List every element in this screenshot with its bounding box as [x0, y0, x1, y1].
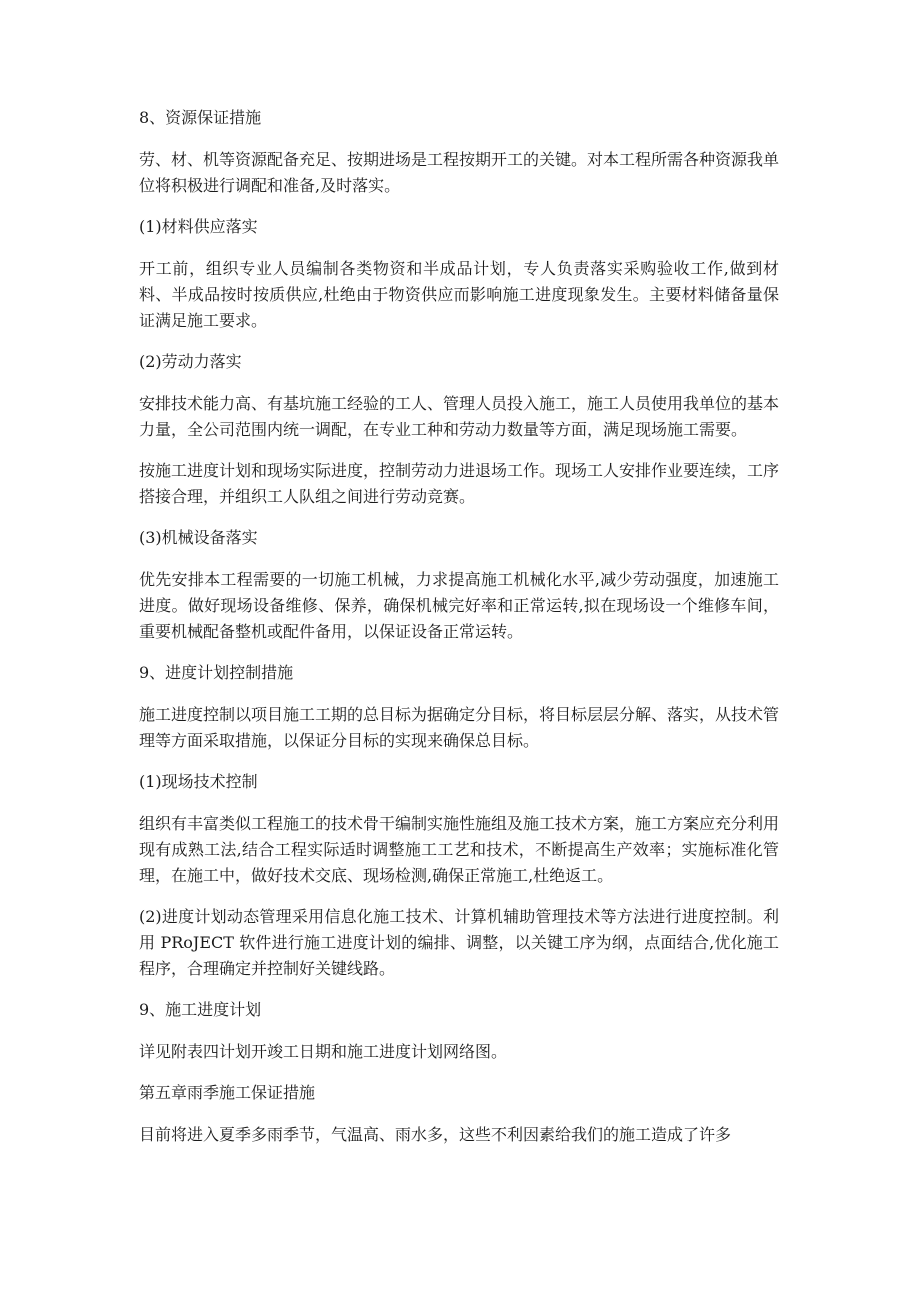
paragraph-dynamic-management: (2)进度计划动态管理采用信息化施工技术、计算机辅助管理技术等方法进行进度控制。利用 PRoJECT 软件进行施工进度计划的编排、调整，以关键工序为纲，点面结合,优化施工程序，合理确定并控制好关键线路。 [139, 907, 779, 978]
paragraph-site-technical-control: 组织有丰富类似工程施工的技术骨干编制实施性施组及施工技术方案，施工方案应充分利用现有成熟工法,结合工程实际适时调整施工工艺和技术，不断提高生产效率；实施标准化管理，在施工中，做好技术交底、现场检测,确保正常施工,杜绝返工。 [139, 814, 780, 885]
section-heading-resource-guarantee: 8、资源保证措施 [139, 108, 262, 127]
paragraph-labor-1: 安排技术能力高、有基坑施工经验的工人、管理人员投入施工，施工人员使用我单位的基本力量，全公司范围内统一调配，在专业工种和劳动力数量等方面，满足现场施工需要。 [139, 394, 780, 439]
paragraph-labor-2: 按施工进度计划和现场实际进度，控制劳动力进退场工作。现场工人安排作业要连续，工序搭接合理，并组织工人队组之间进行劳动竞赛。 [139, 461, 780, 506]
chapter-heading-rainy-season: 第五章雨季施工保证措施 [139, 1083, 316, 1102]
paragraph-rainy-season: 目前将进入夏季多雨季节，气温高、雨水多，这些不利因素给我们的施工造成了许多 [139, 1125, 732, 1144]
subheading-labor: (2)劳动力落实 [139, 352, 242, 371]
paragraph-material-supply: 开工前，组织专业人员编制各类物资和半成品计划，专人负责落实采购验收工作,做到材料、半成品按时按质供应,杜绝由于物资供应而影响施工进度现象发生。主要材料储备量保证满足施工要求。 [139, 259, 779, 330]
subheading-machinery: (3)机械设备落实 [139, 528, 258, 547]
subheading-site-technical-control: (1)现场技术控制 [139, 772, 258, 791]
paragraph-schedule-control: 施工进度控制以项目施工工期的总目标为据确定分目标，将目标层层分解、落实，从技术管理等方面采取措施，以保证分目标的实现来确保总目标。 [139, 705, 780, 750]
document-page [139, 105, 779, 1163]
paragraph-schedule-plan: 详见附表四计划开竣工日期和施工进度计划网络图。 [139, 1042, 508, 1061]
section-heading-schedule-plan: 9、施工进度计划 [139, 1000, 262, 1019]
section-heading-schedule-control: 9、进度计划控制措施 [139, 663, 294, 682]
paragraph-machinery: 优先安排本工程需要的一切施工机械，力求提高施工机械化水平,减少劳动强度，加速施工进度。做好现场设备维修、保养，确保机械完好率和正常运转,拟在现场设一个维修车间，重要机械配备整机或配件备用，以保证设备正常运转。 [139, 570, 779, 641]
paragraph-resource-intro: 劳、材、机等资源配备充足、按期进场是工程按期开工的关键。对本工程所需各种资源我单位将积极进行调配和准备,及时落实。 [139, 150, 780, 195]
subheading-material-supply: (1)材料供应落实 [139, 217, 258, 236]
